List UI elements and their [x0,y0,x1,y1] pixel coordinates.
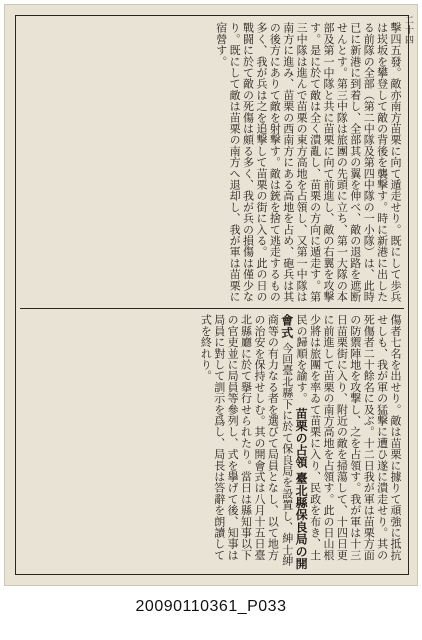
lower-intro-text: 傷者七名を出せり。敵は苗栗に據りて頑強に抵抗せしも、我が軍の猛撃に遭ひ遂に潰走せり。其の死傷者二十餘名に及ぶ。十二日我が軍は苗栗方面の防禦陣地を攻撃し、之を占領す。我が軍は十三日苗栗街に入り、附近の敵を掃蕩して、十四日更に前進して苗栗の南方高地を占領す。此の日山根少將は旅團を率ゐて苗栗に入り、民政を布き、土民の歸順を諭す。 [295,314,402,561]
archive-caption: 20090110361_P033 [135,598,287,615]
lower-text-block [22,314,402,570]
upper-text-block: 擊四五發。敵亦南方苗栗に向て遁走せり。既にして歩兵は崁坂を攀登して敵の背後を襲撃す。時に新港に出したる前隊の全部（第二中隊及第四中隊の一小隊）は、此時已に新港に到着し、全部其の翼を伸べ、敵の退路を遮断せんとす。第三中隊は旅團の先頭に立ち、第一大隊の本部及第一中隊と共に苗栗に向て前進し、敵の右翼を攻撃す。是に於て敵は全く潰亂し、苗栗の方向に遁走す。第三中隊は進んで苗栗の東方高地を占領し、又第一中隊は南方に進み、苗栗の西南方にある高地を占め、砲兵は其の後方にありて敵を射撃す。敵は銃を捨て逃走するもの多く、我が兵は之を追撃して苗栗の街に入る。此の日の戰闘に於て敵の死傷は頗る多く、我が兵の損傷は僅少なり。既にして敵は苗栗の南方へ退却し、我が軍は苗栗に宿營す。 [214,22,402,302]
lower-body-text: 今回臺北縣下に於て保良局を設置し、紳士紳商等の有力なる者を選びて局員となし、以て地方の治安を保持せしむ。其の開會式は八月十五日臺北縣廳に於て擧行せられたり。當日は縣知事以下の官吏並に局員等參列し、式を擧げて後、知事は局員に對して訓示を爲し、局長は答辭を朗讀して式を終れり。 [199,314,294,567]
section-divider [20,308,404,309]
page-number: 二十四 [403,15,413,45]
document-page [4,4,418,586]
text-frame [15,15,409,575]
section-heading-hoaryo: 臺北縣保良局の開會式 [279,314,309,570]
section-heading-miaoli: 苗栗の占領 [294,407,309,469]
